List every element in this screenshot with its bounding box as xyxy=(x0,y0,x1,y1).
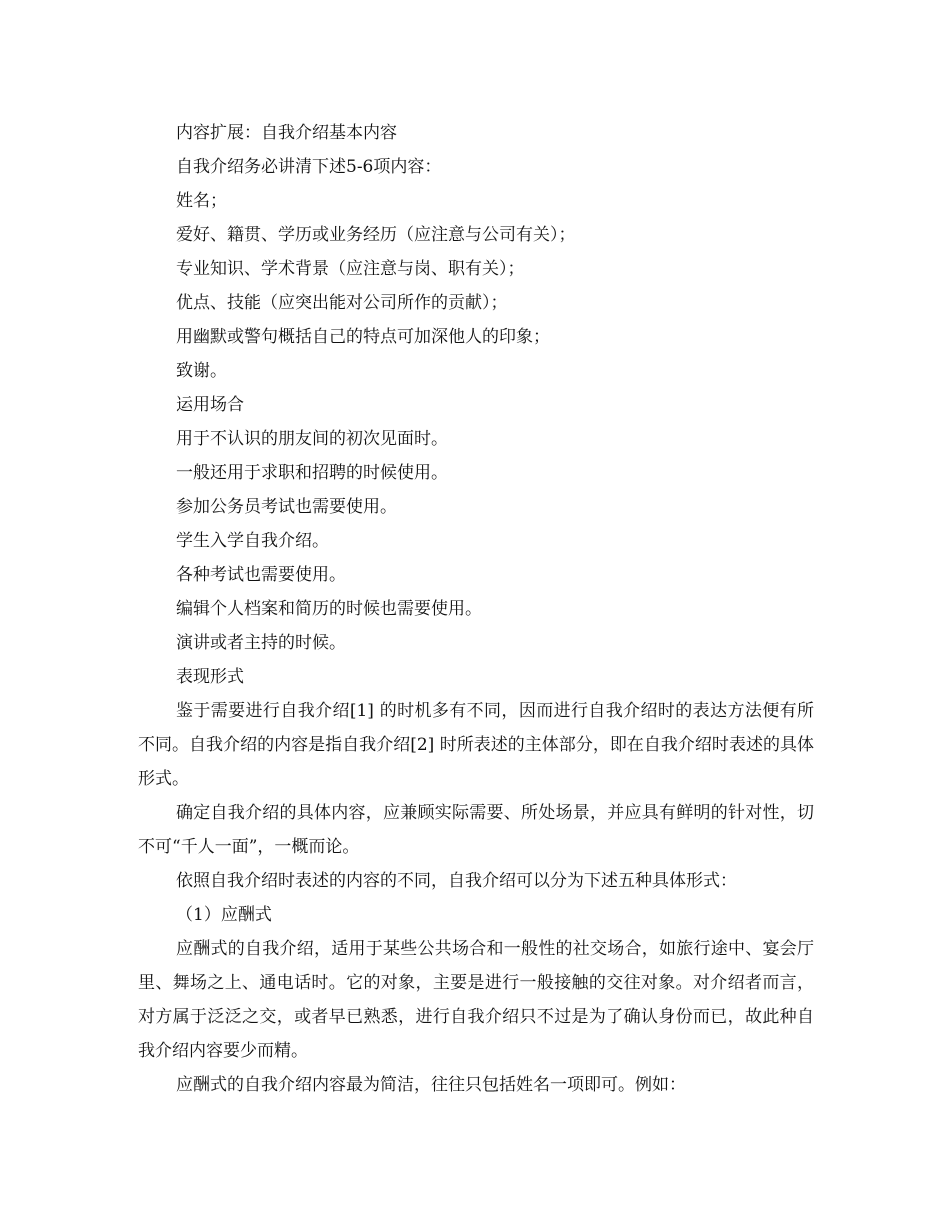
text-line: 爱好、籍贯、学历或业务经历（应注意与公司有关）； xyxy=(176,225,576,245)
text-line: 姓名； xyxy=(176,191,227,211)
text-line: 参加公务员考试也需要使用。 xyxy=(176,497,397,517)
text-line: 演讲或者主持的时候。 xyxy=(176,633,346,653)
text-line: 用幽默或警句概括自己的特点可加深他人的印象； xyxy=(176,327,550,347)
document-page xyxy=(138,116,814,1102)
text-line: 编辑个人档案和简历的时候也需要使用。 xyxy=(176,599,482,619)
text-line: 各种考试也需要使用。 xyxy=(176,565,346,585)
text-line: 用于不认识的朋友间的初次见面时。 xyxy=(176,429,448,449)
paragraph: 鉴于需要进行自我介绍[1] 的时机多有不同，因而进行自我介绍时的表达方法便有所不同。自我介绍的内容是指自我介绍[2] 时所表述的主体部分，即在自我介绍时表述的具体形式。 xyxy=(138,701,814,789)
text-line: 自我介绍务必讲清下述5-6项内容： xyxy=(176,157,442,177)
text-line: 专业知识、学术背景（应注意与岗、职有关）； xyxy=(176,259,525,279)
text-line: 优点、技能（应突出能对公司所作的贡献）； xyxy=(176,293,508,313)
paragraph: 应酬式的自我介绍内容最为简洁，往往只包括姓名一项即可。例如： xyxy=(176,1075,686,1095)
subheading: （1）应酬式 xyxy=(176,905,272,925)
text-line: 内容扩展：自我介绍基本内容 xyxy=(176,123,397,143)
paragraph: 应酬式的自我介绍，适用于某些公共场合和一般性的社交场合，如旅行途中、宴会厅里、舞场之上、通电话时。它的对象，主要是进行一般接触的交往对象。对介绍者而言，对方属于泛泛之交，或者早已熟悉，进行自我介绍只不过是为了确认身份而已，故此种自我介绍内容要少而精。 xyxy=(138,939,814,1061)
text-line: 学生入学自我介绍。 xyxy=(176,531,329,551)
section-heading: 运用场合 xyxy=(176,395,244,415)
paragraph: 依照自我介绍时表述的内容的不同，自我介绍可以分为下述五种具体形式： xyxy=(176,871,737,891)
text-line: 致谢。 xyxy=(176,361,227,381)
section-heading: 表现形式 xyxy=(176,667,244,687)
text-line: 一般还用于求职和招聘的时候使用。 xyxy=(176,463,448,483)
paragraph: 确定自我介绍的具体内容，应兼顾实际需要、所处场景，并应具有鲜明的针对性，切不可“千人一面”，一概而论。 xyxy=(138,803,814,857)
